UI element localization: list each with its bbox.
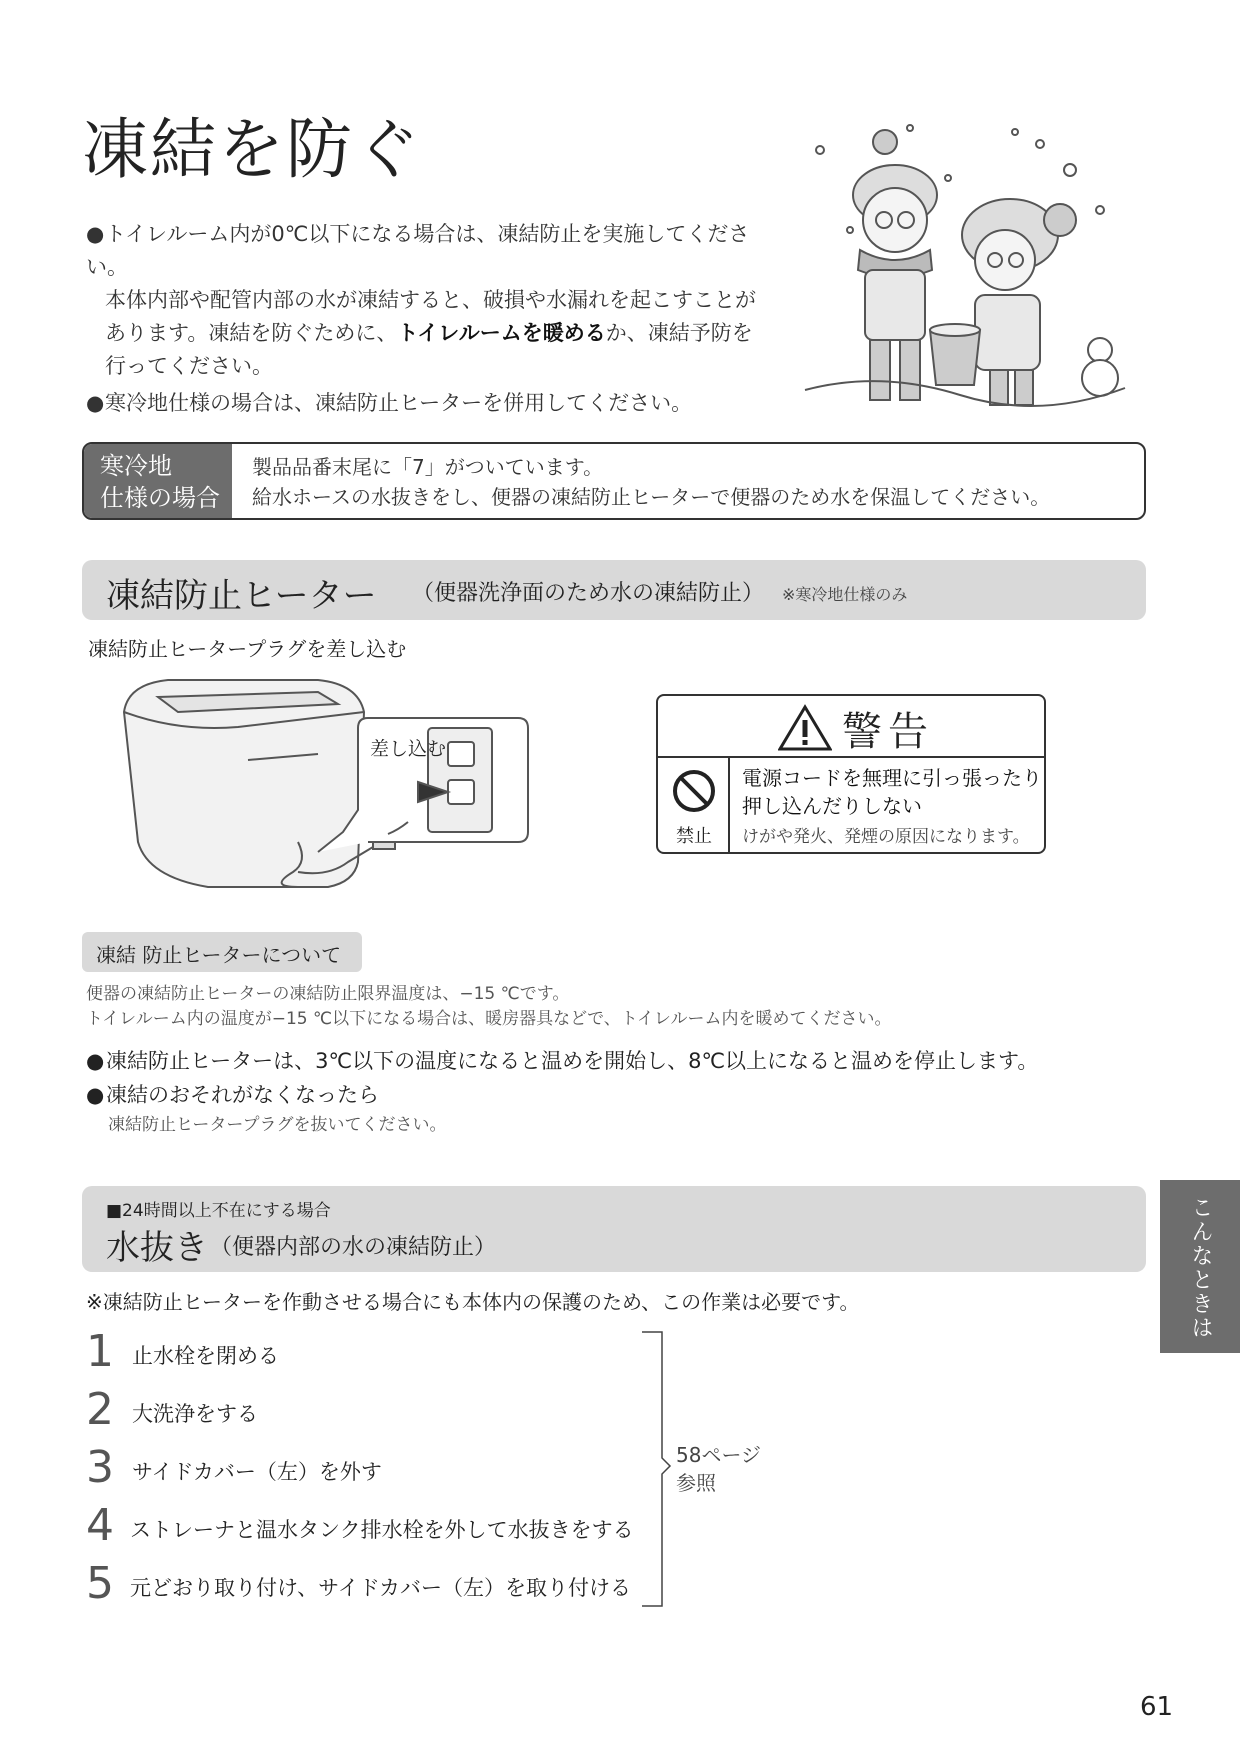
about-heater-header (82, 932, 362, 972)
intro-bullet-1-line2: 本体内部や配管内部の水が凍結すると、破損や水漏れを起こすことが (105, 288, 756, 312)
page-number: 61 (1140, 1692, 1174, 1722)
side-tab-label (1160, 1196, 1240, 1347)
intro-bullet-1-line3: あります。凍結を防ぐために、トイレルームを暖めるか、凍結予防を (105, 321, 753, 345)
heater-section-subtitle: （便器洗浄面のため水の凍結防止） (412, 581, 765, 606)
intro-bullets (86, 218, 786, 420)
step-text: 止水栓を閉める (132, 1344, 279, 1368)
warning-sub-text: けがや発火、発煙の原因になります。 (742, 827, 1030, 847)
step-number: 4 (86, 1500, 114, 1551)
about-heater-text (86, 982, 891, 1032)
warning-header (658, 696, 1044, 758)
drain-note: ※凍結防止ヒーターを作動させる場合にも本体内の保護のため、この作業は必要です。 (86, 1290, 860, 1314)
cold-region-label (84, 444, 232, 518)
heater-section-title: 凍結防止ヒーター (106, 576, 377, 616)
step-text: ストレーナと温水タンク排水栓を外して水抜きをする (130, 1518, 634, 1542)
intro-bullet-2: ●寒冷地仕様の場合は、凍結防止ヒーターを併用してください。 (86, 391, 693, 415)
side-tab-text: こんなときは (1188, 1196, 1213, 1340)
about-heater-title: 凍結 防止ヒーターについて (96, 943, 342, 967)
about-line1: 便器の凍結防止ヒーターの凍結防止限界温度は、−15 ℃です。 (86, 984, 570, 1004)
step-number: 2 (86, 1384, 114, 1435)
prohibition-icon (671, 768, 717, 814)
step-text: サイドカバー（左）を外す (132, 1460, 382, 1484)
page-title: 凍結を防ぐ (82, 111, 422, 188)
step-text: 大洗浄をする (132, 1402, 258, 1426)
heater-section-note: ※寒冷地仕様のみ (782, 585, 908, 604)
warning-title: 警告 (842, 709, 934, 755)
drain-section-subtitle: （便器内部の水の凍結防止） (210, 1235, 497, 1260)
step-number: 3 (86, 1442, 114, 1493)
plug-caption: 凍結防止ヒータープラグを差し込む (88, 637, 407, 661)
warning-main-line2: 押し込んだりしない (742, 794, 922, 818)
emphasis-warm-room: トイレルームを暖める (397, 321, 606, 345)
intro-bullet-1: ●トイレルーム内が0℃以下になる場合は、凍結防止を実施してください。 (86, 222, 750, 279)
cold-region-label-line1: 寒冷地 (100, 452, 172, 480)
prohibition-cell (658, 758, 730, 854)
about-bullet-1: ●凍結防止ヒーターは、3℃以下の温度になると温めを開始し、8℃以上になると温めを停止します。 (86, 1049, 1039, 1073)
cold-region-text (252, 452, 1050, 512)
step-number: 5 (86, 1558, 114, 1609)
winter-children-illustration (800, 120, 1130, 420)
page-reference-line2: 参照 (676, 1471, 716, 1495)
heater-section-header (82, 560, 1146, 620)
cold-region-label-line2: 仕様の場合 (100, 484, 220, 512)
cold-region-text-line2: 給水ホースの水抜きをし、便器の凍結防止ヒーターで便器のため水を保温してください。 (252, 485, 1051, 509)
about-line2: トイレルーム内の温度が−15 ℃以下になる場合は、暖房器具などで、トイレルーム内を暖めてください。 (86, 1009, 892, 1029)
toilet-plug-illustration (118, 672, 538, 902)
about-heater-bullets (86, 1044, 1038, 1138)
step-number: 1 (86, 1326, 114, 1377)
page-reference (676, 1441, 761, 1497)
side-tab[interactable] (1160, 1180, 1240, 1353)
prohibition-label: 禁止 (676, 826, 712, 847)
warning-triangle-icon (778, 704, 832, 752)
intro-bullet-1-line4: 行ってください。 (105, 354, 273, 378)
drain-section-title: 水抜き (106, 1228, 208, 1268)
steps-bracket (640, 1330, 676, 1610)
drain-section-header (82, 1186, 1146, 1272)
callout-insert-label: 差し込む (370, 738, 447, 760)
page-reference-line1: 58ページ (676, 1443, 762, 1467)
warning-box (656, 694, 1046, 854)
cold-region-text-line1: 製品品番末尾に「7」がついています。 (252, 455, 604, 479)
about-bullet-2: ●凍結のおそれがなくなったら (86, 1083, 379, 1107)
drain-section-pre: ■24時間以上不在にする場合 (106, 1201, 331, 1221)
step-text: 元どおり取り付け、サイドカバー（左）を取り付ける (130, 1576, 632, 1600)
warning-main-text (742, 764, 1042, 820)
cold-region-box (82, 442, 1146, 520)
about-bullet-2-sub: 凍結防止ヒータープラグを抜いてください。 (108, 1115, 447, 1135)
warning-main-line1: 電源コードを無理に引っ張ったり (742, 766, 1042, 790)
